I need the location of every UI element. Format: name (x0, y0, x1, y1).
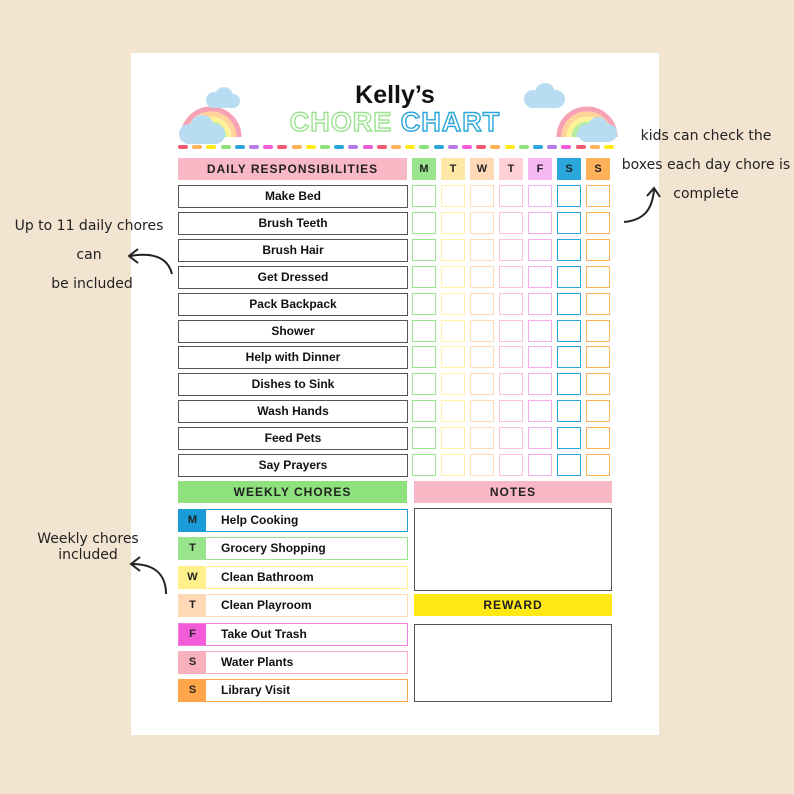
rainbow-dash (462, 145, 472, 149)
check-box[interactable] (499, 373, 523, 395)
check-box[interactable] (528, 266, 552, 288)
reward-header: REWARD (414, 594, 612, 616)
daily-chore-row: Help with Dinner (178, 346, 408, 369)
check-box[interactable] (499, 293, 523, 315)
weekly-day-tag: S (179, 652, 206, 673)
check-box[interactable] (441, 427, 465, 449)
rainbow-dash (547, 145, 557, 149)
check-box[interactable] (412, 373, 436, 395)
weekly-chore-label: Clean Playroom (221, 598, 312, 613)
daily-chore-row: Dishes to Sink (178, 373, 408, 396)
check-box[interactable] (441, 212, 465, 234)
weekly-chore-row (178, 537, 408, 560)
rainbow-dash (221, 145, 231, 149)
check-box[interactable] (528, 212, 552, 234)
check-box[interactable] (499, 346, 523, 368)
daily-chore-row: Wash Hands (178, 400, 408, 423)
check-box[interactable] (412, 212, 436, 234)
annotation-line: Up to 11 daily chores can (14, 218, 164, 263)
rainbow-dash (391, 145, 401, 149)
rainbow-dash (277, 145, 287, 149)
check-box[interactable] (557, 400, 581, 422)
check-box[interactable] (528, 373, 552, 395)
weekly-day-tag: W (179, 567, 206, 588)
check-box[interactable] (470, 454, 494, 476)
day-header-2: W (470, 158, 494, 180)
annotation-line: kids can check the (640, 128, 772, 144)
chart-title-chore: CHORE (289, 107, 393, 137)
notes-box[interactable] (414, 508, 612, 591)
weekly-chore-row (178, 679, 408, 702)
weekly-day-tag: F (179, 624, 206, 645)
rainbow-dash (249, 145, 259, 149)
weekly-chore-label: Take Out Trash (221, 626, 307, 641)
check-box[interactable] (586, 293, 610, 315)
rainbow-dash (363, 145, 373, 149)
check-box[interactable] (586, 185, 610, 207)
check-box[interactable] (586, 346, 610, 368)
check-box[interactable] (586, 266, 610, 288)
check-box[interactable] (412, 454, 436, 476)
rainbow-dash (263, 145, 273, 149)
check-box[interactable] (586, 400, 610, 422)
day-header-3: T (499, 158, 523, 180)
chore-chart-page (131, 53, 659, 735)
day-header-1: T (441, 158, 465, 180)
rainbow-dash (490, 145, 500, 149)
check-box[interactable] (441, 373, 465, 395)
check-box[interactable] (499, 212, 523, 234)
check-box[interactable] (528, 320, 552, 342)
rainbow-dash (377, 145, 387, 149)
check-box[interactable] (470, 373, 494, 395)
check-box[interactable] (499, 266, 523, 288)
check-box[interactable] (528, 346, 552, 368)
check-box[interactable] (557, 346, 581, 368)
check-box[interactable] (441, 454, 465, 476)
check-box[interactable] (499, 400, 523, 422)
rainbow-dash (561, 145, 571, 149)
rainbow-dash (178, 145, 188, 149)
check-box[interactable] (557, 185, 581, 207)
check-box[interactable] (470, 427, 494, 449)
check-box[interactable] (586, 212, 610, 234)
daily-chore-row: Make Bed (178, 185, 408, 208)
check-box[interactable] (528, 239, 552, 261)
check-box[interactable] (412, 266, 436, 288)
check-box[interactable] (441, 266, 465, 288)
chart-title-chart: CHART (400, 107, 501, 137)
check-box[interactable] (557, 320, 581, 342)
arrow-check-boxes-icon (620, 182, 664, 228)
check-box[interactable] (499, 454, 523, 476)
arrow-daily-limit-icon (122, 244, 178, 278)
rainbow-dash (476, 145, 486, 149)
weekly-chore-label: Grocery Shopping (221, 541, 326, 556)
weekly-chore-label: Clean Bathroom (221, 569, 314, 584)
rainbow-dash (348, 145, 358, 149)
weekly-chore-row (178, 509, 408, 532)
day-header-0: M (412, 158, 436, 180)
check-box[interactable] (586, 454, 610, 476)
check-box[interactable] (470, 293, 494, 315)
check-box[interactable] (412, 320, 436, 342)
annotation-line: boxes each day chore is (621, 157, 791, 173)
arrow-weekly-icon (124, 552, 172, 598)
rainbow-dash (306, 145, 316, 149)
notes-header: NOTES (414, 481, 612, 503)
weekly-day-tag: T (179, 538, 206, 559)
check-box[interactable] (499, 427, 523, 449)
check-box[interactable] (586, 427, 610, 449)
check-box[interactable] (557, 239, 581, 261)
weekly-chore-row (178, 651, 408, 674)
daily-chore-row: Say Prayers (178, 454, 408, 477)
rainbow-dash (519, 145, 529, 149)
rainbow-dash (434, 145, 444, 149)
check-box[interactable] (557, 373, 581, 395)
rainbow-dash (590, 145, 600, 149)
annotation-line: be included (51, 276, 133, 292)
check-box[interactable] (470, 212, 494, 234)
weekly-annotation: Weekly chores included (37, 531, 139, 563)
rainbow-dash (533, 145, 543, 149)
daily-chore-row: Brush Hair (178, 239, 408, 262)
day-header-5: S (557, 158, 581, 180)
check-box[interactable] (528, 185, 552, 207)
daily-chore-row: Feed Pets (178, 427, 408, 450)
check-box[interactable] (557, 212, 581, 234)
check-box[interactable] (412, 185, 436, 207)
daily-chore-row: Brush Teeth (178, 212, 408, 235)
weekly-chore-row (178, 623, 408, 646)
weekly-chore-label: Help Cooking (221, 513, 299, 527)
rainbow-dash (235, 145, 245, 149)
check-box[interactable] (412, 400, 436, 422)
check-box[interactable] (412, 293, 436, 315)
check-box[interactable] (557, 427, 581, 449)
check-box[interactable] (470, 239, 494, 261)
check-box[interactable] (586, 239, 610, 261)
rainbow-dash (405, 145, 415, 149)
check-box[interactable] (441, 239, 465, 261)
weekly-header: WEEKLY CHORES (178, 481, 407, 503)
check-box[interactable] (470, 185, 494, 207)
check-box[interactable] (441, 346, 465, 368)
check-box[interactable] (441, 320, 465, 342)
check-box[interactable] (412, 427, 436, 449)
daily-chore-row: Get Dressed (178, 266, 408, 289)
check-box[interactable] (528, 427, 552, 449)
rainbow-dash (505, 145, 515, 149)
chart-owner-name: Kelly’s (355, 81, 435, 109)
check-box[interactable] (528, 454, 552, 476)
check-box[interactable] (441, 293, 465, 315)
weekly-chore-label: Water Plants (221, 655, 294, 669)
annotation-line: complete (673, 186, 739, 202)
check-box[interactable] (470, 266, 494, 288)
weekly-day-tag: M (179, 510, 206, 531)
check-box[interactable] (499, 239, 523, 261)
check-box[interactable] (470, 346, 494, 368)
check-box[interactable] (586, 320, 610, 342)
rainbow-dash (419, 145, 429, 149)
check-box[interactable] (441, 400, 465, 422)
check-box[interactable] (499, 320, 523, 342)
rainbow-dash (334, 145, 344, 149)
check-box[interactable] (499, 185, 523, 207)
day-header-4: F (528, 158, 552, 180)
reward-box[interactable] (414, 624, 612, 702)
rainbow-dash (604, 145, 614, 149)
weekly-chore-row (178, 594, 408, 617)
weekly-chore-label: Library Visit (221, 683, 291, 698)
check-box[interactable] (557, 266, 581, 288)
daily-chore-row: Shower (178, 320, 408, 343)
check-box[interactable] (412, 239, 436, 261)
check-box[interactable] (412, 346, 436, 368)
check-box[interactable] (470, 320, 494, 342)
rainbow-dash (320, 145, 330, 149)
check-box[interactable] (586, 373, 610, 395)
weekly-day-tag: T (179, 595, 206, 616)
check-box[interactable] (528, 400, 552, 422)
day-header-6: S (586, 158, 610, 180)
check-box[interactable] (557, 293, 581, 315)
chart-title (131, 107, 659, 138)
weekly-day-tag: S (179, 680, 206, 701)
rainbow-dash (448, 145, 458, 149)
daily-chore-row: Pack Backpack (178, 293, 408, 316)
rainbow-dash (192, 145, 202, 149)
check-box[interactable] (441, 185, 465, 207)
daily-header: DAILY RESPONSIBILITIES (178, 158, 407, 180)
check-box[interactable] (470, 400, 494, 422)
rainbow-dash (292, 145, 302, 149)
rainbow-dash (206, 145, 216, 149)
rainbow-dash (576, 145, 586, 149)
check-box[interactable] (528, 293, 552, 315)
check-box[interactable] (557, 454, 581, 476)
weekly-chore-row (178, 566, 408, 589)
